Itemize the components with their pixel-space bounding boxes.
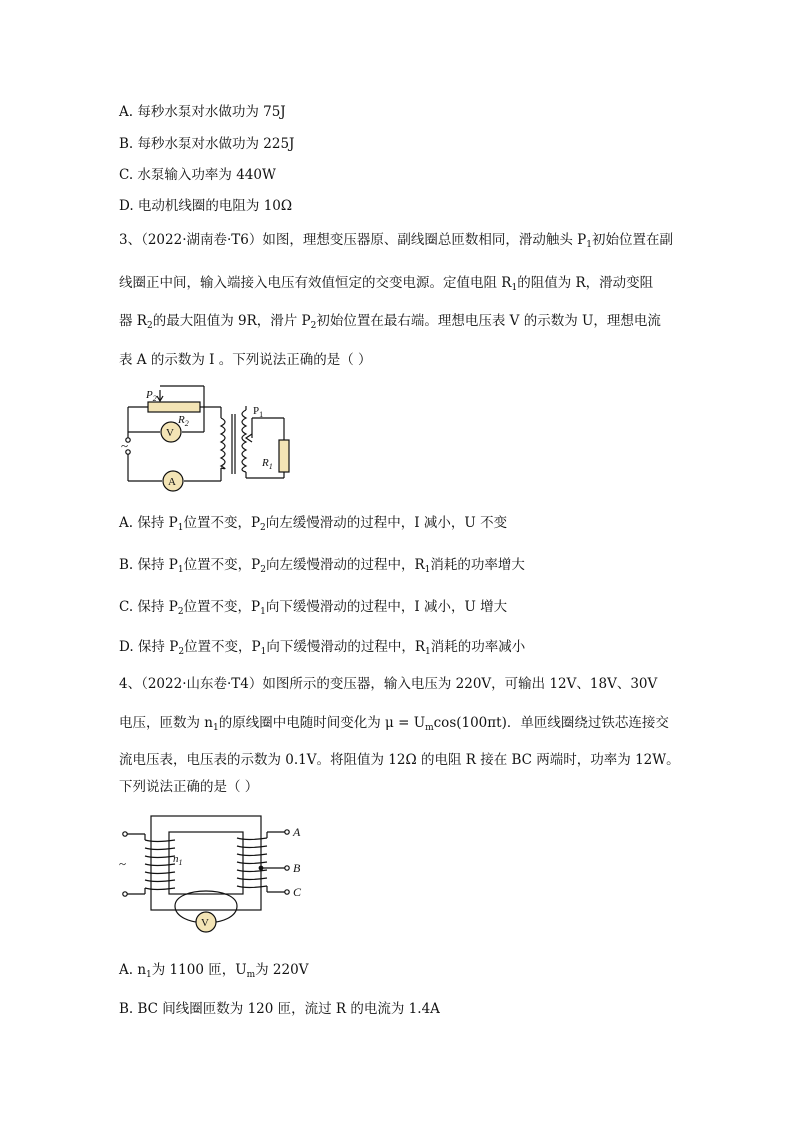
r1-label: $R_1$ [262,457,273,471]
q4-option-b: B. BC 间线圈匝数为 120 匝，流过 R 的电流为 1.4A [119,1001,440,1017]
q2-option-d: D. 电动机线圈的电阻为 10Ω [119,198,293,214]
terminal-c-label: C [293,885,302,899]
q2-option-b: B. 每秒水泵对水做功为 225J [119,136,295,152]
q4-stem-line3: 流电压表，电压表的示数为 0.1V。将阻值为 12Ω 的电阻 R 接在 BC 两端时，功率为 12W。 [119,752,680,768]
q2-option-a: A. 每秒水泵对水做功为 75J [119,104,286,120]
ac-source-symbol: ~ [121,438,129,453]
primary-coil [145,840,175,890]
q3-stem-line2: 线圈正中间，输入端接入电压有效值恒定的交变电源。定值电阻 $R_1$的阻值为 R，滑动变阻 [119,275,654,293]
q4-stem-line1: 4、（2022·山东卷·T4）如图所示的变压器，输入电压为 220V，可输出 12V、18V、30V [119,676,658,692]
q3-option-a: A. 保持 $P_1$位置不变，$P_2$向左缓慢滑动的过程中，I 减小，U 不变 [119,515,508,533]
voltmeter-label: V [166,427,174,439]
q3-stem-line1: 3、（2022·湖南卷·T6）如图，理想变压器原、副线圈总匝数相同，滑动触头 $P_1$初始位置在副 [119,232,673,250]
secondary-coil [237,838,267,888]
r2-label: $R_2$ [178,414,189,428]
secondary-coil [242,410,246,472]
q3-option-d: D. 保持 $P_2$位置不变，$P_1$向下缓慢滑动的过程中，$R_1$消耗的功率减小 [119,639,526,657]
q3-stem-line4: 表 A 的示数为 I 。下列说法正确的是（ ） [119,352,372,368]
n1-label: $n_1$ [173,853,183,867]
q3-circuit-diagram [112,380,412,520]
rheostat-r2 [148,402,200,412]
q4-transformer-diagram [115,810,315,940]
q4-stem-line4: 下列说法正确的是（ ） [119,779,259,795]
q4-stem-line2: 电压，匝数为 $n_1$的原线圈中电随时间变化为 $\mu = U_m\cos(100\pi t)$．单匝线圈绕过铁芯连接交 [119,715,669,733]
q2-option-c: C. 水泵输入功率为 440W [119,167,276,183]
ammeter-label: A [168,476,176,488]
p1-label: $P_1$ [253,405,264,419]
terminal-a-label: A [293,825,301,839]
resistor-r1 [279,440,289,472]
q4-option-a: A. $n_1$为 1100 匝，$U_m$为 220V [119,962,309,980]
primary-coil [221,418,225,469]
terminal-b-label: B [293,861,301,875]
q3-option-b: B. 保持 $P_1$位置不变，$P_2$向左缓慢滑动的过程中，$R_1$消耗的功率增大 [119,557,525,575]
q3-option-c: C. 保持 $P_2$位置不变，$P_1$向下缓慢滑动的过程中，I 减小，U 增大 [119,599,508,617]
ac-source-symbol: ~ [119,856,127,871]
q3-stem-line3: 器 $R_2$的最大阻值为 9R，滑片 $P_2$初始位置在最右端。理想电压表 V 的示数为 U，理想电流 [119,313,661,331]
voltmeter-label: V [201,917,209,929]
p2-label: $P_2$ [146,389,157,403]
